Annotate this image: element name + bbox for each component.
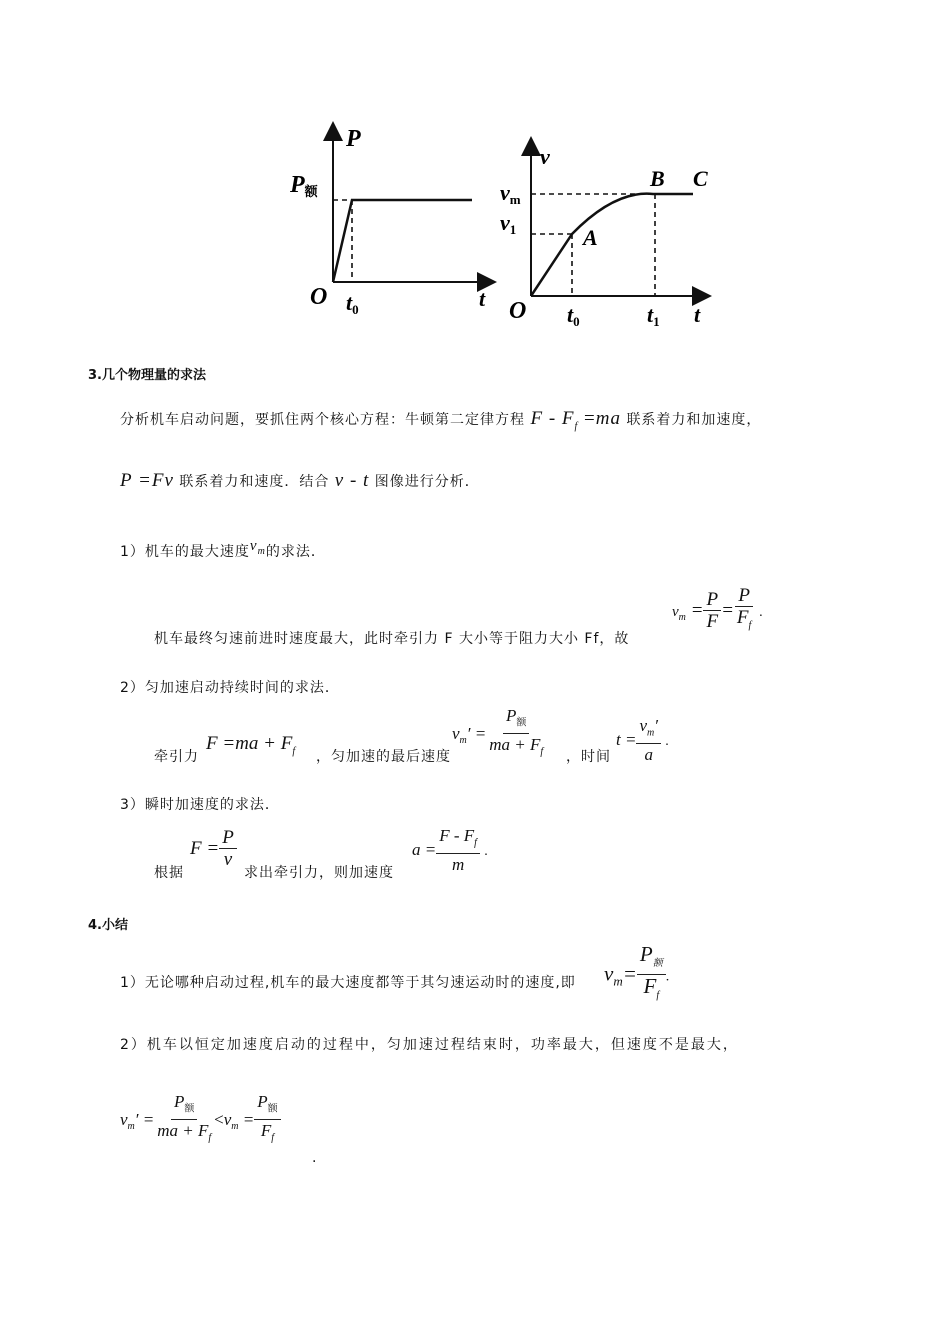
- axis-label-v: v: [540, 144, 550, 169]
- power-curve: [333, 200, 472, 282]
- axis-label-t-left: t: [479, 286, 486, 311]
- formula-power: P =Fv: [120, 470, 174, 491]
- label-p-rated: P额: [290, 172, 318, 199]
- formula-summary-inequality: $v_m'$ = $\frac{P_额}{ma + F_f}$ $<v_m$ = $\frac{P_额}{F_f}$: [120, 1092, 281, 1150]
- formula-time: t = $\frac{v_m'}{a}$ .: [616, 716, 669, 765]
- item2-b: ，匀加速的最后速度: [316, 749, 451, 765]
- item1-body: 机车最终匀速前进时速度最大，此时牵引力 F 大小等于阻力大小 Ff，故: [154, 631, 630, 647]
- p-t-graph: [289, 125, 493, 317]
- formula-traction: $F =ma + F_f$: [206, 733, 296, 757]
- intro-text-d: 图像进行分析．: [374, 474, 480, 490]
- power-velocity-graphs: [280, 110, 730, 335]
- label-t1: t1: [647, 302, 660, 329]
- item3-title: 3）瞬时加速度的求法．: [120, 797, 280, 813]
- label-origin-right: O: [509, 298, 527, 324]
- section4-heading: 4.小结: [88, 918, 128, 933]
- axis-label-p: P: [346, 126, 361, 152]
- label-point-a: A: [583, 225, 598, 250]
- label-t0-right: t0: [567, 302, 580, 329]
- v-t-graph: [500, 140, 708, 329]
- label-point-b: B: [650, 166, 665, 191]
- label-origin-left: O: [310, 284, 328, 310]
- intro-text-c: 联系着力和速度．结合: [179, 474, 330, 490]
- axis-label-t-right: t: [694, 302, 701, 327]
- formula-force: F = $\frac{P}{v}$: [190, 828, 237, 871]
- label-t0-left: t0: [346, 290, 359, 317]
- intro-text-b: 联系着力和加速度，: [626, 412, 762, 428]
- label-point-c: C: [693, 166, 708, 191]
- formula-vt: v - t: [334, 470, 370, 491]
- formula-newton: $F - F_f =ma$: [530, 408, 621, 432]
- section3-intro-line2: [120, 470, 480, 492]
- intro-text-a: 分析机车启动问题，要抓住两个核心方程：牛顿第二定律方程: [120, 412, 525, 428]
- label-vm: vm: [500, 180, 521, 207]
- summary-period: .: [312, 1150, 318, 1166]
- section3-heading: 3.几个物理量的求法: [88, 368, 206, 383]
- item3-b: 求出牵引力，则加速度: [244, 865, 394, 881]
- velocity-curve: [531, 194, 693, 296]
- label-v1: v1: [500, 210, 517, 237]
- formula-accel: a = $\frac{F - F_f}{m}$ .: [412, 826, 488, 875]
- summary-item2: 2）机车以恒定加速度启动的过程中，匀加速过程结束时，功率最大，但速度不是最大，: [120, 1037, 739, 1053]
- item3-a: 根据: [154, 865, 184, 881]
- section3-intro-line1: [120, 408, 761, 432]
- item2-c: ，时间: [566, 749, 611, 765]
- formula-summary-vm: $v_m=$ $\frac{P_额}{F_f}$ .: [604, 942, 670, 1002]
- formula-vm-prime: $v_m'$ = $\frac{P_额}{ma + F_f}$: [452, 706, 544, 758]
- item2-a: 牵引力: [154, 749, 199, 765]
- item2-title: 2）匀加速启动持续时间的求法．: [120, 680, 340, 696]
- item1-title: 1）机车的最大速度$v_m$的求法．: [120, 538, 326, 560]
- summary-item1: 1）无论哪种启动过程,机车的最大速度都等于其匀速运动时的速度,即: [120, 975, 576, 991]
- formula-vm-eq: $v_m$ = $\frac{P}{F}$ = $\frac{P}{F_f}$ .: [672, 585, 763, 632]
- formula-vm: $v_m$: [249, 538, 266, 557]
